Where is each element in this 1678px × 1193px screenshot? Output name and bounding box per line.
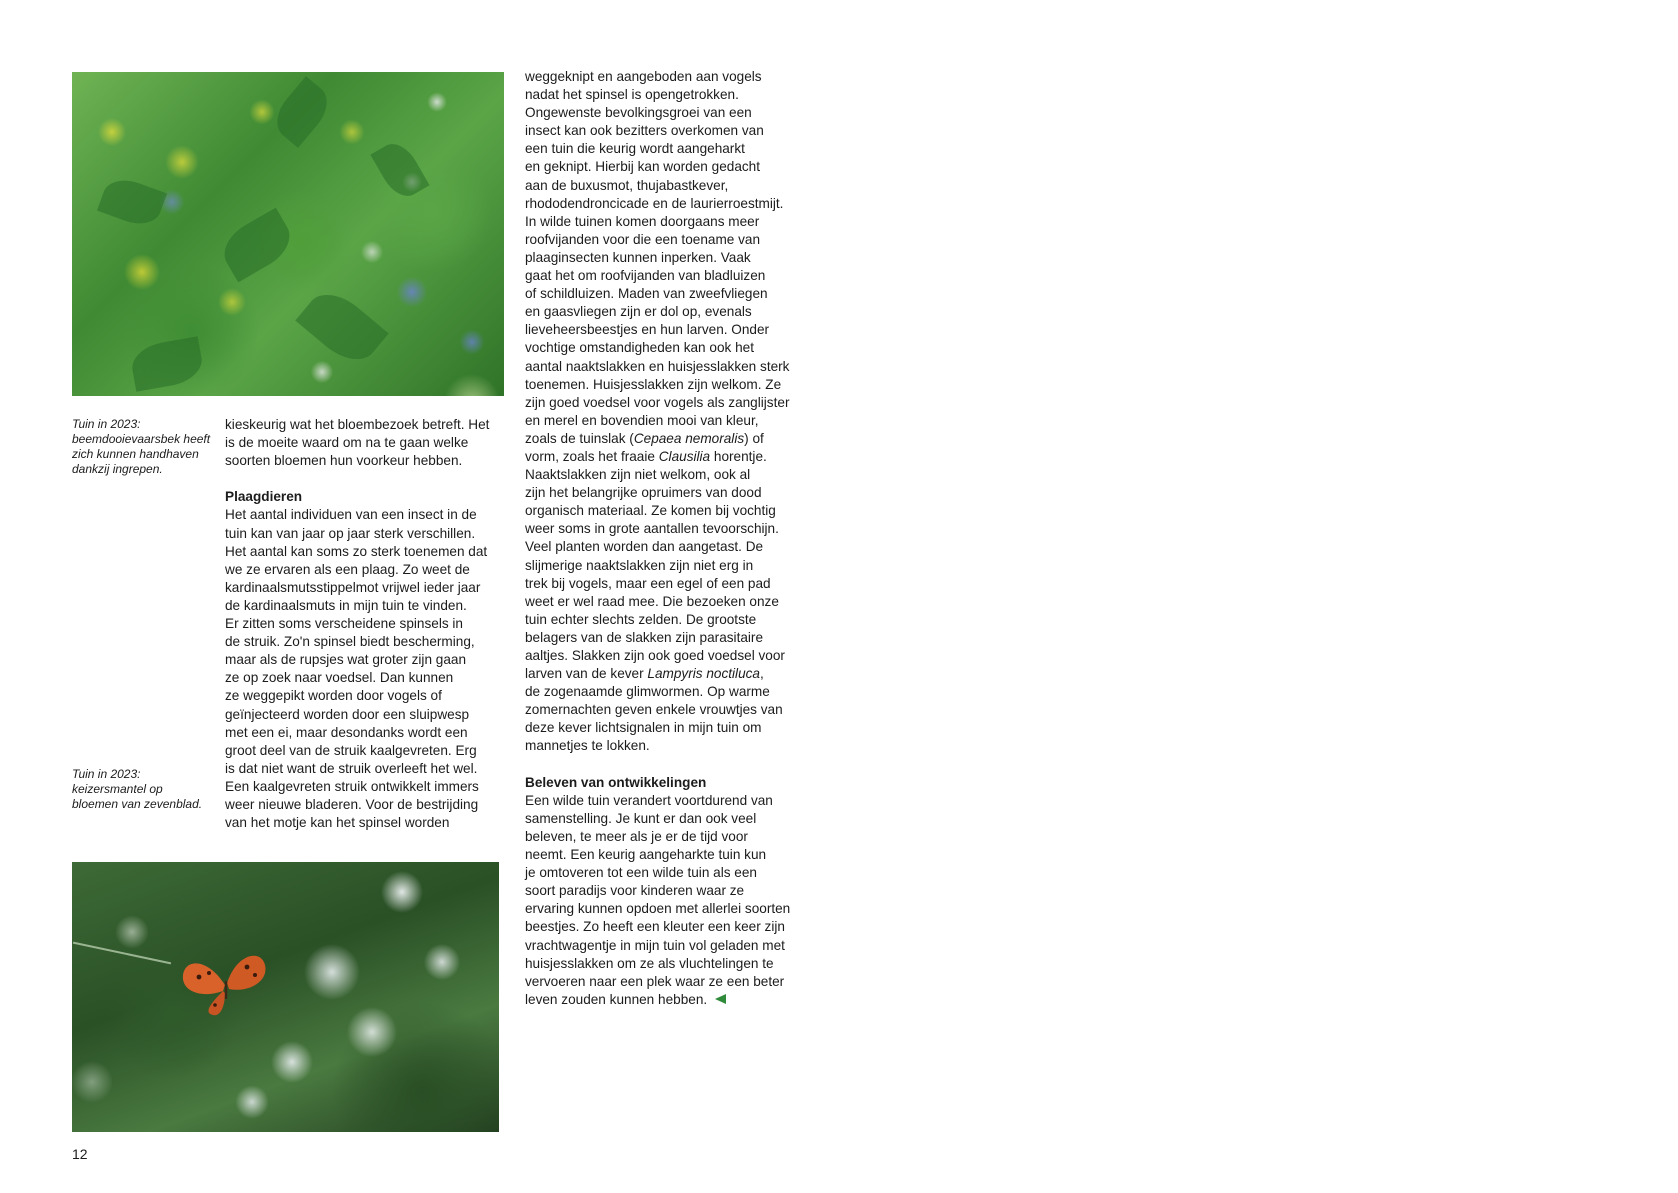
text-line: maar als de rupsjes wat groter zijn gaan <box>225 652 467 668</box>
text-line: zomernachten geven enkele vrouwtjes van <box>525 702 783 718</box>
text-line: beleven, te meer als je er de tijd voor <box>525 828 748 844</box>
text-line: plaaginsecten kunnen inperken. Vaak <box>525 249 751 265</box>
text-line: insect kan ook bezitters overkomen van <box>525 123 764 139</box>
text-line: aaltjes. Slakken zijn ook goed voedsel voor <box>525 648 785 663</box>
text-line: is de moeite waard om na te gaan welke <box>225 435 469 451</box>
leaf-shape <box>215 208 299 283</box>
section-heading-plaagdieren: Plaagdieren <box>225 489 303 505</box>
text-line: Ongewenste bevolkingsgroei van een <box>525 105 752 121</box>
text-line: Veel planten worden dan aangetast. De <box>525 539 764 555</box>
text-line: zijn het belangrijke opruimers van dood <box>525 485 762 501</box>
text-line: vervoeren naar een plek waar ze een beter <box>525 973 785 989</box>
text-line-tuinslak: zoals de tuinslak (Cepaea nemoralis) of <box>525 430 764 446</box>
text-line: kieskeurig wat het bloembezoek betreft. Het <box>225 417 490 432</box>
text-line: een tuin die keurig wordt aangeharkt <box>525 141 745 157</box>
beleven-paragraph <box>525 792 815 991</box>
butterfly-photo-bottom <box>72 862 499 1132</box>
text-line: slijmerige naaktslakken zijn niet erg in <box>525 557 754 573</box>
text-line: weet er wel raad mee. Die bezoeken onze <box>525 593 779 609</box>
text-line: aantal naaktslakken en huisjesslakken sterk <box>525 358 790 374</box>
plaagdieren-paragraph <box>225 506 505 832</box>
left-text-column <box>225 416 505 832</box>
text-line: en geknipt. Hierbij kan worden gedacht <box>525 159 761 175</box>
text-line: deze kever lichtsignalen in mijn tuin om <box>525 720 762 736</box>
text-line: is dat niet want de struik overleeft het wel. <box>225 760 478 776</box>
text-line: de zogenaamde glimwormen. Op warme <box>525 684 770 700</box>
text-line-last: leven zouden kunnen hebben. <box>525 991 815 1009</box>
text-line: kardinaalsmutsstippelmot vrijwel ieder jaar <box>225 579 481 595</box>
caption-top-photo: Tuin in 2023: beemdooievaarsbek heeft zich kunnen handhaven dankzij ingrepen. <box>72 417 211 476</box>
text-line: vochtige omstandigheden kan ook het <box>525 340 754 356</box>
garden-photo-top <box>72 72 504 396</box>
naaktslakken-paragraph <box>525 466 815 665</box>
text-line-clausilia: vorm, zoals het fraaie Clausilia horentje. <box>525 448 767 464</box>
leaf-shape <box>267 76 336 148</box>
text-line: roofvijanden voor die een toename van <box>525 231 761 247</box>
text-line: met een ei, maar desondanks wordt een <box>225 724 468 740</box>
continued-paragraph <box>525 68 815 430</box>
text-line: neemt. Een keurig aangeharkte tuin kun <box>525 847 767 863</box>
text-line: In wilde tuinen komen doorgaans meer <box>525 213 760 229</box>
text-line: aan de buxusmot, thujabastkever, <box>525 177 729 193</box>
text-line: ze weggepikt worden door vogels of <box>225 688 442 704</box>
text-line: Er zitten soms verscheidene spinsels in <box>225 616 463 632</box>
leaf-shape <box>295 282 388 372</box>
text-line: huisjesslakken om ze als vluchtelingen te <box>525 955 774 971</box>
page-number: 12 <box>72 1146 88 1162</box>
text-line: tuin kan van jaar op jaar sterk verschillen. <box>225 525 476 541</box>
text-line: ervaring kunnen opdoen met allerlei soorten <box>525 901 791 917</box>
text-line: toenemen. Huisjesslakken zijn welkom. Ze <box>525 376 782 392</box>
section-heading-beleven: Beleven van ontwikkelingen <box>525 774 707 790</box>
text-line: geïnjecteerd worden door een sluipwesp <box>225 706 470 722</box>
text-line: we ze ervaren als een plaag. Zo weet de <box>225 561 470 577</box>
intro-paragraph <box>225 416 505 470</box>
text-line: beestjes. Zo heeft een kleuter een keer zijn <box>525 919 785 935</box>
text-line: belagers van de slakken zijn parasitaire <box>525 629 764 645</box>
text-line: en merel en bovendien mooi van kleur, <box>525 412 759 428</box>
caption-bottom-photo: Tuin in 2023: keizersmantel op bloemen van zevenblad. <box>72 767 203 811</box>
text-line: Naaktslakken zijn niet welkom, ook al <box>525 467 751 483</box>
text-line: organisch materiaal. Ze komen bij vochtig <box>525 503 776 519</box>
text-line: rhododendroncicade en de laurierroestmijt. <box>525 195 784 211</box>
flower-stem <box>73 942 171 965</box>
leaf-shape <box>129 336 206 391</box>
text-line: vrachtwagentje in mijn tuin vol geladen met <box>525 937 785 953</box>
text-line: mannetjes te lokken. <box>525 738 650 754</box>
text-line: weggeknipt en aangeboden aan vogels <box>525 69 762 84</box>
text-line: tuin echter slechts zelden. De grootste <box>525 611 757 627</box>
end-of-article-triangle-icon <box>715 994 726 1004</box>
text-line: samenstelling. Je kunt er dan ook veel <box>525 810 757 826</box>
text-line-lampyris: larven van de kever Lampyris noctiluca, <box>525 666 764 682</box>
text-line: soort paradijs voor kinderen waar ze <box>525 883 745 899</box>
text-line: weer soms in grote aantallen tevoorschijn. <box>525 521 779 537</box>
text-line: Het aantal kan soms zo sterk toenemen dat <box>225 543 488 559</box>
text-line: weer nieuwe bladeren. Voor de bestrijding <box>225 796 479 812</box>
text-line: Een kaalgevreten struik ontwikkelt immers <box>225 778 479 794</box>
text-line: van het motje kan het spinsel worden <box>225 815 450 831</box>
text-line: trek bij vogels, maar een egel of een pad <box>525 575 771 591</box>
text-line: de struik. Zo'n spinsel biedt bescherming, <box>225 634 475 650</box>
right-text-column <box>525 68 815 1009</box>
text-line: gaat het om roofvijanden van bladluizen <box>525 268 766 284</box>
text-line: ze op zoek naar voedsel. Dan kunnen <box>225 670 454 686</box>
text-line: groot deel van de struik kaalgevreten. Erg <box>225 742 477 758</box>
text-line: Een wilde tuin verandert voortdurend van <box>525 792 773 808</box>
text-line: lieveheersbeestjes en hun larven. Onder <box>525 322 770 338</box>
text-line: of schildluizen. Maden van zweefvliegen <box>525 286 768 302</box>
text-line: de kardinaalsmuts in mijn tuin te vinden. <box>225 597 467 613</box>
text-line: zijn goed voedsel voor vogels als zanglijster <box>525 394 790 410</box>
butterfly-icon <box>177 947 273 1017</box>
leaf-shape <box>370 137 429 203</box>
text-line: soorten bloemen hun voorkeur hebben. <box>225 453 463 469</box>
text-line: je omtoveren tot een wilde tuin als een <box>525 865 757 881</box>
text-line: nadat het spinsel is opengetrokken. <box>525 87 739 103</box>
leaf-shape <box>97 173 167 231</box>
text-line: en gaasvliegen zijn er dol op, evenals <box>525 304 752 320</box>
glimwormen-paragraph <box>525 683 815 755</box>
text-line: Het aantal individuen van een insect in de <box>225 507 477 523</box>
